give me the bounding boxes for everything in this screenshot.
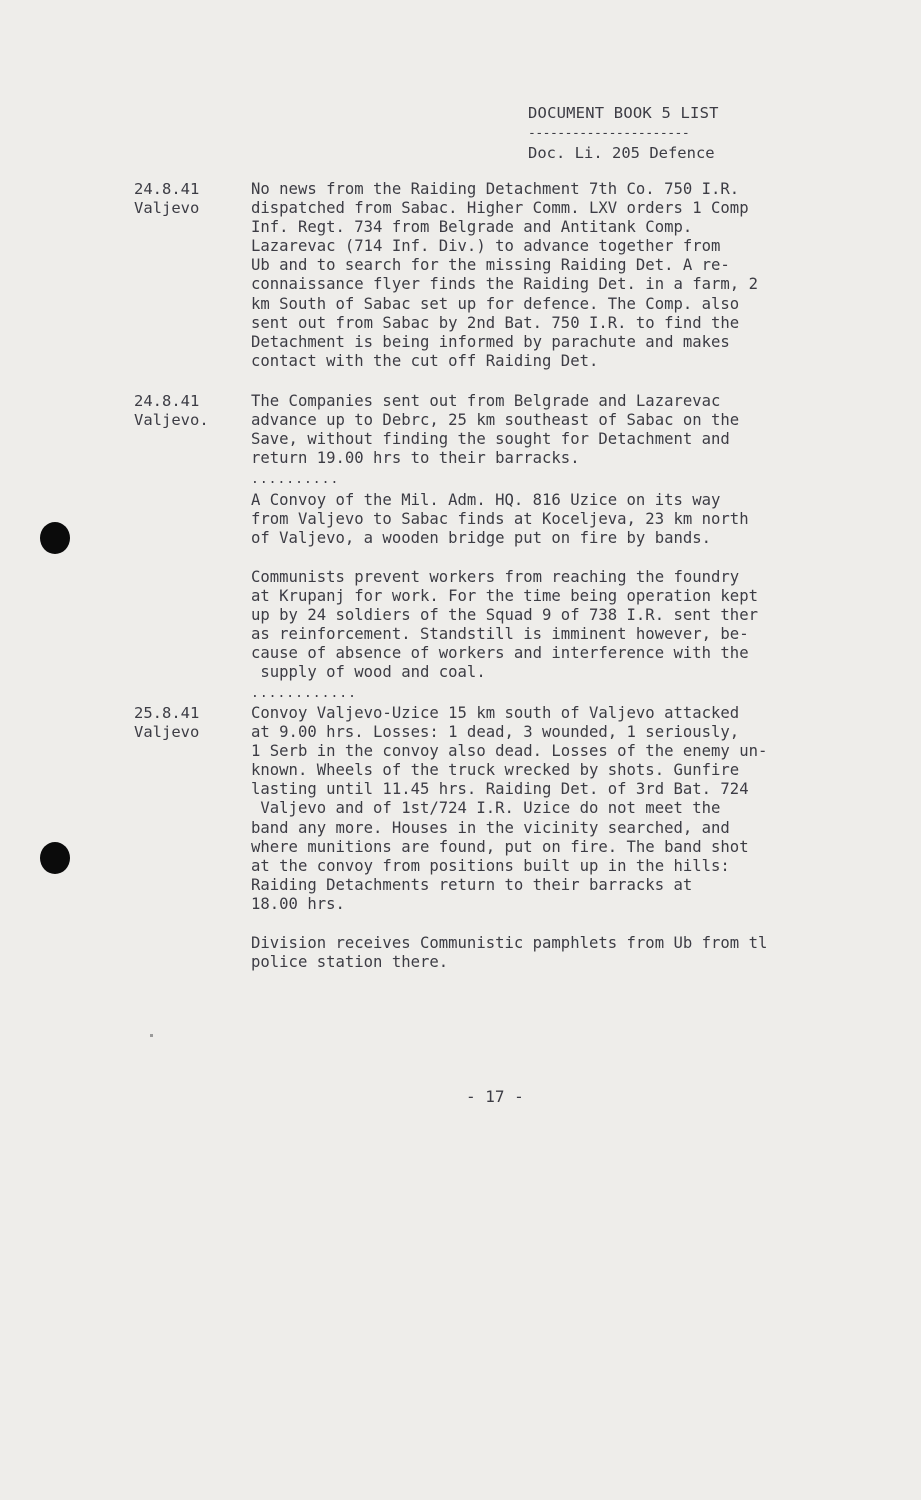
- dotted-separator: ............: [251, 686, 357, 701]
- entry-date-place: 24.8.41 Valjevo.: [134, 392, 209, 429]
- title-underline: ----------------------: [528, 129, 690, 139]
- document-title: DOCUMENT BOOK 5 LIST: [528, 104, 719, 122]
- entry-text: No news from the Raiding Detachment 7th Co. 750 I.R. dispatched from Sabac. Higher Comm. LXV orders 1 Comp Inf. Regt. 734 from Belgrade and Antitank Comp. Lazarevac (714 Inf. Div.) to advance together from Ub and to search for the missing Raiding Det. A re- connaissance flyer finds the Raiding Det. in a farm, 2 km South of Sabac set up for defence. The Comp. also sent out from Sabac by 2nd Bat. 750 I.R. to find the Detachment is being informed by parachute and makes contact with the cut off Raiding Det.: [251, 180, 758, 370]
- entry-text: Communists prevent workers from reaching the foundry at Krupanj for work. For the time being operation kept up by 24 soldiers of the Squad 9 of 738 I.R. sent ther as reinforcement. Standstill is imminent however, be- cause of absence of workers and interference with the supply of wood and coal.: [251, 568, 758, 682]
- punch-hole-lower: [40, 842, 70, 874]
- dotted-separator: ..........: [251, 472, 340, 487]
- entry-text: Convoy Valjevo-Uzice 15 km south of Valjevo attacked at 9.00 hrs. Losses: 1 dead, 3 wounded, 1 seriously, 1 Serb in the convoy also dead. Losses of the enemy un- known. Wheels of the truck wrecked by shots. Gunfire lasting until 11.45 hrs. Raiding Det. of 3rd Bat. 724 Valjevo and of 1st/724 I.R. Uzice do not meet the band any more. Houses in the vicinity searched, and where munitions are found, put on fire. The band shot at the convoy from positions built up in the hills: Raiding Detachments return to their barracks at 18.00 hrs.: [251, 704, 768, 913]
- document-reference: Doc. Li. 205 Defence: [528, 144, 715, 162]
- entry-date-place: 24.8.41 Valjevo: [134, 180, 200, 217]
- page-number: - 17 -: [466, 1087, 524, 1106]
- entry-text: A Convoy of the Mil. Adm. HQ. 816 Uzice on its way from Valjevo to Sabac finds at Koceljeva, 23 km north of Valjevo, a wooden bridge put on fire by bands.: [251, 491, 749, 548]
- entry-text: The Companies sent out from Belgrade and Lazarevac advance up to Debrc, 25 km southeast of Sabac on the Save, without finding the sought for Detachment and return 19.00 hrs to their barracks.: [251, 392, 740, 468]
- entry-text: Division receives Communistic pamphlets from Ub from tl police station there.: [251, 934, 768, 972]
- punch-hole-upper: [40, 522, 70, 554]
- paper-speck: [150, 1034, 153, 1037]
- entry-date-place: 25.8.41 Valjevo: [134, 704, 200, 741]
- document-header: [528, 103, 768, 163]
